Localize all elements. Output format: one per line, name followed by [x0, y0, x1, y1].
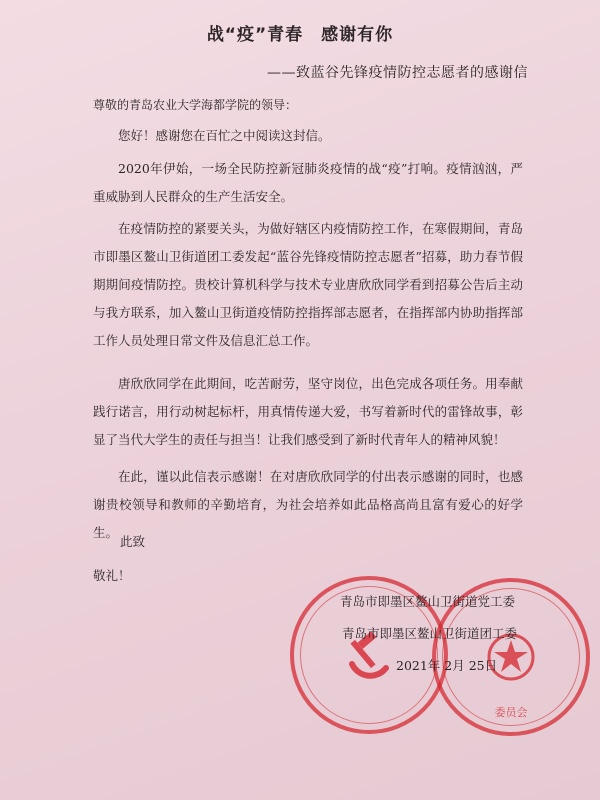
letter-title: 战“疫”青春 感谢有你	[206, 25, 394, 45]
salutation: 尊敬的青岛农业大学海都学院的领导：	[93, 98, 298, 112]
paragraph-praise: 唐欣欣同学在此期间，吃苦耐劳，坚守岗位，出色完成各项任务。用奉献践行诺言，用行动树起标杆，用真情传递大爱，书写着新时代的雷锋故事，彰显了当代大学生的责任与担当！让我们感受到了新时代青年人的精神风貌！	[93, 376, 523, 447]
paragraph-background: 2020年伊始，一场全民防控新冠肺炎疫情的战“疫”打响。疫情汹汹，严重威胁到人民群众的生产生活安全。	[93, 161, 523, 204]
paragraph-volunteer: 在疫情防控的紧要关头，为做好辖区内疫情防控工作，在寒假期间，青岛市即墨区鳌山卫街道团工委发起“蓝谷先锋疫情防控志愿者”招募，助力春节假期期间疫情防控。贵校计算机科学与技术专业唐欣欣同学看到招募公告后主动与我方联系，加入鳌山卫街道疫情防控指挥部志愿者，在指挥部内协助指挥部工作人员处理日常文件及信息汇总工作。	[93, 221, 523, 348]
letter-subtitle: ——致蓝谷先锋疫情防控志愿者的感谢信	[267, 65, 528, 81]
seal-label: 委员会	[494, 706, 528, 719]
signer-party-committee: 青岛市即墨区鳌山卫街道党工委	[340, 594, 516, 609]
closing-salute: 敬礼！	[93, 568, 131, 583]
paragraph-thanks: 在此，谨以此信表示感谢！在对唐欣欣同学的付出表示感谢的同时，也感谢贵校领导和教师的辛勤培育，为社会培养如此品格高尚且富有爱心的好学生。	[93, 469, 523, 540]
paragraph-greeting: 您好！感谢您在百忙之中阅读这封信。	[118, 128, 331, 143]
closing-regards: 此致	[120, 534, 146, 549]
signer-youth-league: 青岛市即墨区鳌山卫街道团工委	[342, 626, 518, 641]
letter-date: 2021年 2月 25日	[396, 658, 498, 673]
